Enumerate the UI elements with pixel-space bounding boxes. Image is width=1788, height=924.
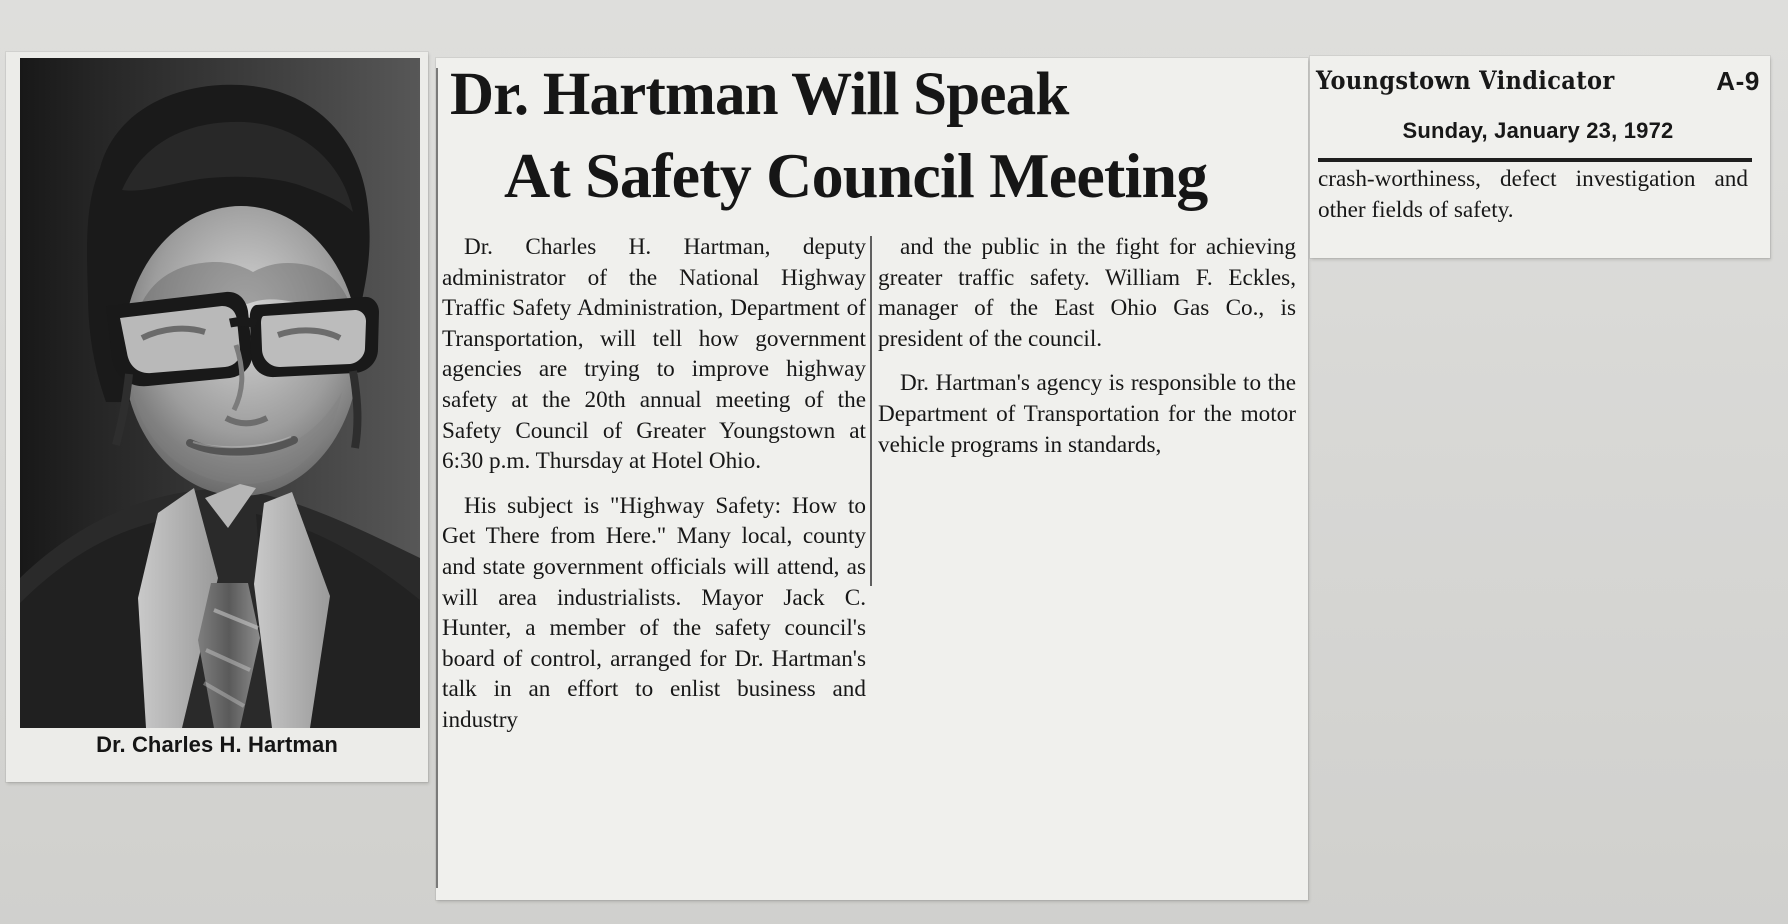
continuation-clipping xyxy=(1310,56,1770,258)
paragraph-subject: His subject is "Highway Safety: How to Get There from Here." Many local, county and state government officials will attend, as will area industrialists. Mayor Jack C. Hunter, a member of the safety council's board of control, arranged for Dr. Hartman's talk in an effort to enlist business and industry xyxy=(442,492,866,733)
column-divider xyxy=(870,236,872,586)
publication-date: Sunday, January 23, 1972 xyxy=(1402,118,1674,143)
publication-name: Youngstown Vindicator xyxy=(1316,66,1615,95)
headline-line-2: At Safety Council Meeting xyxy=(504,140,1208,211)
portrait-photo xyxy=(20,58,420,728)
continuation-paragraph: crash-worthiness, defect investigation and other fields of safety. xyxy=(1318,166,1748,223)
paragraph-intro: Dr. Charles H. Hartman, deputy administrator of the National Highway Traffic Safety Administration, Department of Transportation, will tell how government agencies are trying to improve highway safety at the 20th annual meeting of the Safety Council of Greater Youngstown at 6:30 p.m. Thursday at Hotel Ohio. xyxy=(442,234,866,475)
paragraph-agency: Dr. Hartman's agency is responsible to the Department of Transportation for the motor vehicle programs in standards, xyxy=(878,370,1296,458)
article-column-1 xyxy=(442,232,866,736)
article-clipping xyxy=(436,58,1308,900)
article-column-2 xyxy=(878,232,1296,460)
left-column-rule xyxy=(436,68,438,888)
page-number: A-9 xyxy=(1716,66,1760,96)
photo-caption: Dr. Charles H. Hartman xyxy=(96,732,338,757)
masthead-rule xyxy=(1318,158,1752,162)
paragraph-council-president: and the public in the fight for achieving greater traffic safety. William F. Eckles, manager of the East Ohio Gas Co., is president of the council. xyxy=(878,234,1296,352)
continuation-text xyxy=(1318,164,1748,225)
article-headline xyxy=(444,61,1304,214)
headline-line-1: Dr. Hartman Will Speak xyxy=(450,61,1069,128)
photo-clipping xyxy=(6,52,428,782)
